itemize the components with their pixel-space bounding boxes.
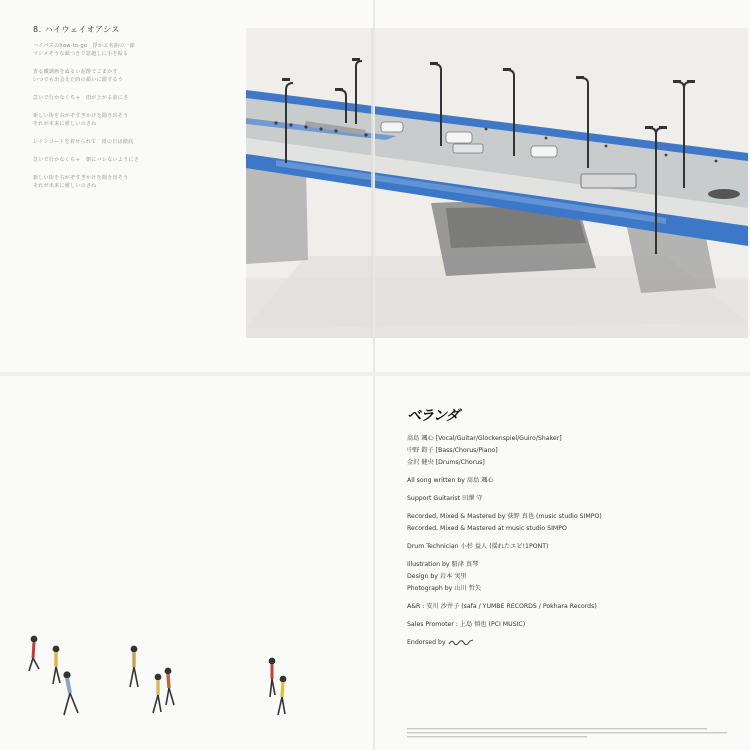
lyric-line: 新しい街を右がぞすぎかけを聞き出そう [33,175,129,181]
design-credit: Design by 岩本 実里 [407,573,467,580]
fold-line [0,372,750,376]
member-credit: 髙島 颯心 [Vocal/Guitar/Glockenspiel/Guiro/Shaker] [407,435,562,442]
member-credit: 金沢 健央 [Drums/Chorus] [407,459,485,466]
recording-credit: Recorded, Mixed & Mastered by 荻野 真也 (music studio SIMPO) [407,513,602,520]
lyric-line: 急いで行かなくちゃ 朝にバレないようにさ [33,157,140,163]
member-credit: 中野 鈞子 [Bass/Chorus/Piano] [407,447,498,454]
walking-figure [278,676,286,715]
credits-page [375,375,750,750]
lyric-stanza [33,138,183,146]
walking-figure [29,636,39,671]
endorsed-label: Endorsed by [407,639,446,646]
lyric-stanza [33,42,183,58]
lyric-stanza [33,94,183,102]
photo-page [0,375,374,750]
recording-studio-credit: Recorded, Mixed & Mastered at music studio SIMPO [407,525,567,532]
endorsed-credit [407,637,737,649]
people-figures-photo [0,375,374,750]
lyric-line: 急いで行かなくちゃ 雨が上がる前にさ [33,95,129,101]
lyric-line: それが未来に値しいのさね [33,121,97,127]
support-credit: Support Guitarist 田澤 守 [407,495,483,502]
track-title: 8. ハイウェイオアシス [33,25,120,34]
walking-figure [153,674,161,713]
lyric-line: それが未来に値しいのさね [33,183,97,189]
lyric-stanza [33,174,183,190]
band-logo: ベランダ [407,408,459,424]
photograph-credit: Photograph by 山川 哲矢 [407,585,482,592]
promoter-credit: Sales Promoter : 上島 慎也 (PCI MUSIC) [407,621,526,628]
lyric-line: マジメそうな顔つきで窓越しに手を振る [33,51,129,57]
lyric-stanza [33,68,183,84]
walking-figure [64,672,78,715]
signature-icon [448,638,474,646]
walking-figure [130,646,138,687]
drum-tech-credit: Drum Technician 小杉 益人 (揺れたエビ!1PONT) [407,543,549,550]
lyric-line: 新しい街を右がぞすぎかけを聞き出そう [33,113,129,119]
lyric-line: 青る鐵調画をぬるい泥酔でごまかす [33,69,118,75]
lyrics-body [33,42,183,200]
highway-painting [246,28,748,338]
lyric-line: レインコートを着せられて 雨の日は徹底 [33,139,134,145]
lyric-stanza [33,156,183,164]
walking-figure [53,646,60,684]
credits-block [407,405,737,649]
lyric-line: ハイパスのhow-to-go 浮かぶ名曲の一節 [33,43,136,49]
fine-print [407,726,727,740]
songwriter-credit: All song written by 髙島 颯心 [407,477,494,484]
walking-figure [269,658,275,697]
illustration-credit: Illustration by 船津 真琴 [407,561,479,568]
ar-credit: A&R : 安川 沙井子 (safa / YUMBE RECORDS / Pokhara Records) [407,603,597,610]
walking-figure [165,668,174,705]
lyric-stanza [33,112,183,128]
lyric-line: いつでも出会えた時の顔いに値するう [33,77,124,83]
